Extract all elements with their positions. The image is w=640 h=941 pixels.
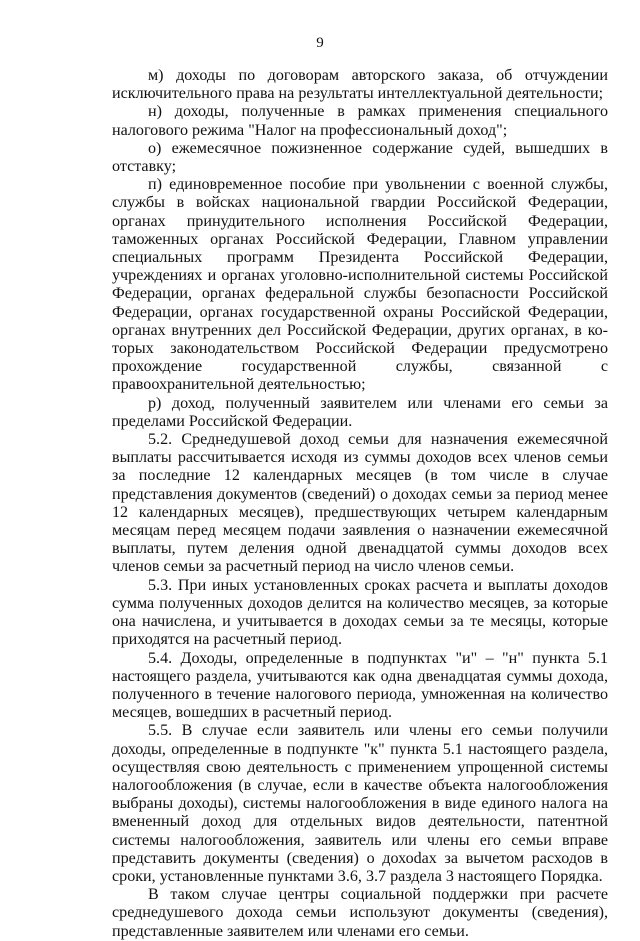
page-number: 9	[316, 35, 324, 51]
paragraph-5-3: 5.3. При иных установленных сроках расчета и выплаты доходов сумма полученных доходов делится на количество месяцев, за которые она начислена, и учитывается в доходах семьи за те месяцы, которые приходятся на расчетный период.	[112, 576, 608, 649]
paragraph-item-o: о) ежемесячное пожизненное содержание судей, вышедших в отставку;	[112, 139, 608, 176]
paragraph-item-p: п) единовременное пособие при увольнении с военной службы, службы в войсках национальной гвардии Российской Федерации, органах принудительного исполнения Российской Федерации, таможенных органах Российской Федерации, Главном управлении специальных программ Президента Российской Федерации, учреждениях и органах уголовно-исполнительной системы Российской Федерации, органах федеральной службы безопасности Российской Федерации, органах государственной охраны Российской Федерации, органах внутренних дел Российской Федерации, других органах, в которых законодательством Российской Федерации предусмотрено прохождение государственной службы, связанной с правоохранительной деятельностью;	[112, 176, 608, 394]
document-body	[112, 67, 608, 941]
paragraph-5-5: 5.5. В случае если заявитель или члены его семьи получили доходы, определенные в подпункте "к" пункта 5.1 настоящего раздела, осуществляя свою деятельность с применением упрощенной системы налогообложения (в случае, если в качестве объекта налогообложения выбраны доходы), системы налогообложения в виде единого налога на вмененный доход для отдельных видов деятельности, патентной системы налогообложения, заявитель или члены его семьи вправе представить документы (сведения) о дохоdах за вычетом расходов в сроки, установленные пунктами 3.6, 3.7 раздела 3 настоящего Порядка.	[112, 722, 608, 885]
paragraph-5-2: 5.2. Среднедушевой доход семьи для назначения ежемесячной выплаты рассчитывается исходя из суммы доходов всех членов семьи за последние 12 календарных месяцев (в том числе в случае представления документов (сведений) о доходах семьи за период менее 12 календарных месяцев), предшествующих четырем календарным месяцам перед месяцем подачи заявления о назначении ежемесячной выплаты, путем деления одной двенадцатой суммы доходов всех членов семьи за расчетный период на число членов семьи.	[112, 431, 608, 576]
paragraph-5-4: 5.4. Доходы, определенные в подпунктах "и" – "н" пункта 5.1 настоящего раздела, учитываются как одна двенадцатая суммы дохода, полученного в течение налогового периода, умноженная на количество месяцев, вошедших в расчетный период.	[112, 649, 608, 722]
paragraph-item-n: н) доходы, полученные в рамках применения специального налогового режима "Налог на профессиональный доход";	[112, 103, 608, 139]
paragraph-item-m: м) доходы по договорам авторского заказа, об отчуждении исключительного права на результаты интеллектуальной деятельности;	[112, 67, 608, 103]
paragraph-5-5-continuation: В таком случае центры социальной поддержки при расчете среднедушевого дохода семьи используют документы (сведения), представленные заявителем или членами его семьи.	[112, 886, 608, 940]
paragraph-item-r: р) доход, полученный заявителем или членами его семьи за пределами Российской Федерации.	[112, 394, 608, 430]
